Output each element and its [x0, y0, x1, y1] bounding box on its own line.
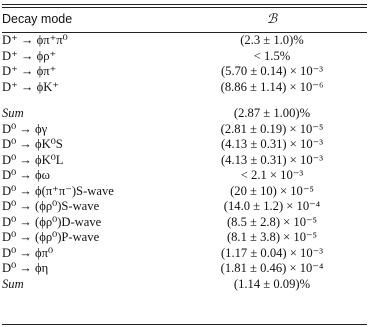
- branching-cell: (2.3 ± 1.0)%: [240, 33, 304, 47]
- decay-mode-cell: D⁺ → ϕπ⁺π⁰: [2, 33, 68, 47]
- group-spacer: [2, 95, 367, 106]
- decay-mode-cell: D⁰ → ϕK⁰L: [2, 152, 64, 167]
- decay-mode-cell: D⁺ → ϕK⁺: [2, 79, 60, 94]
- table-row: [2, 49, 367, 65]
- decay-mode-cell: D⁰ → ϕη: [2, 261, 49, 275]
- decay-mode-cell: D⁰ → ϕK⁰S: [2, 137, 63, 151]
- branching-cell: < 1.5%: [253, 48, 291, 63]
- sum-label: Sum: [2, 276, 24, 291]
- table-row: [2, 137, 367, 153]
- header-branching-fraction: ℬ: [266, 12, 278, 28]
- branching-cell: (8.86 ± 1.14) × 10⁻⁶: [220, 79, 324, 94]
- table-row: [2, 31, 367, 49]
- table-row: [2, 261, 367, 277]
- decay-mode-cell: D⁰ → (ϕρ⁰)P-wave: [2, 230, 100, 244]
- decay-mode-cell: D⁺ → ϕρ⁺: [2, 48, 57, 63]
- decay-mode-cell: D⁰ → (ϕρ⁰)S-wave: [2, 199, 100, 213]
- branching-cell: (20 ± 10) × 10⁻⁵: [230, 183, 314, 198]
- top-rule-double: [2, 7, 367, 8]
- top-rule: [2, 4, 367, 5]
- table-row: [2, 246, 367, 262]
- branching-cell: (4.13 ± 0.31) × 10⁻³: [220, 152, 324, 167]
- branching-cell: (5.70 ± 0.14) × 10⁻³: [220, 64, 324, 78]
- decay-mode-cell: D⁰ → ϕ(π⁺π⁻)S-wave: [2, 183, 114, 198]
- decay-mode-cell: D⁺ → ϕπ⁺: [2, 64, 57, 78]
- branching-fraction-table: [2, 9, 367, 292]
- bottom-rule: [2, 324, 367, 325]
- table-row: [2, 122, 367, 138]
- sum-label: Sum: [2, 106, 24, 120]
- branching-cell: (4.13 ± 0.31) × 10⁻³: [220, 137, 324, 151]
- table-row: [2, 64, 367, 80]
- header-decay-mode: Decay mode: [2, 12, 73, 27]
- table-row: [2, 153, 367, 169]
- table-row: [2, 230, 367, 246]
- table-row: [2, 184, 367, 200]
- table-row: [2, 199, 367, 215]
- branching-cell: (14.0 ± 1.2) × 10⁻⁴: [223, 199, 321, 213]
- decay-mode-cell: D⁰ → (ϕρ⁰)D-wave: [2, 214, 102, 229]
- decay-mode-cell: D⁰ → ϕω: [2, 168, 50, 182]
- branching-cell: (1.81 ± 0.46) × 10⁻⁴: [220, 261, 324, 275]
- branching-cell: (2.81 ± 0.19) × 10⁻⁵: [220, 121, 324, 136]
- branching-cell: (8.1 ± 3.8) × 10⁻⁵: [226, 230, 318, 244]
- table-row: [2, 80, 367, 96]
- decay-mode-cell: D⁰ → ϕγ: [2, 121, 48, 136]
- branching-cell: (1.17 ± 0.04) × 10⁻³: [220, 245, 324, 260]
- sum-value: (1.14 ± 0.09)%: [233, 276, 311, 291]
- branching-cell: < 2.1 × 10⁻³: [240, 168, 304, 182]
- table-row: [2, 168, 367, 184]
- branching-cell: (8.5 ± 2.8) × 10⁻⁵: [226, 214, 318, 229]
- table-row: [2, 215, 367, 231]
- sum-row: [2, 106, 367, 122]
- header-row: [2, 9, 367, 31]
- decay-mode-cell: D⁰ → ϕπ⁰: [2, 245, 54, 260]
- sum-row: [2, 277, 367, 293]
- sum-value: (2.87 ± 1.00)%: [233, 106, 311, 120]
